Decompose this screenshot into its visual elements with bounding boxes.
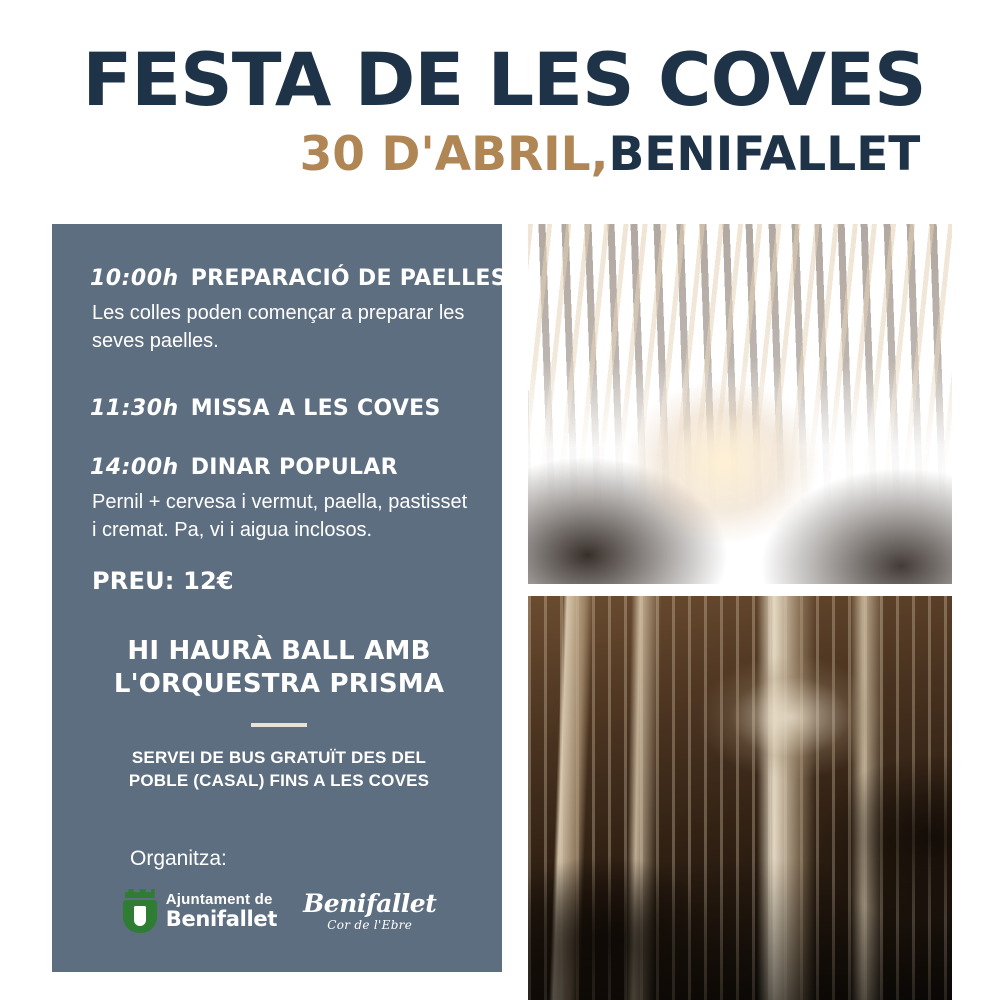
ajuntament-logo bbox=[122, 889, 277, 933]
schedule-item-head bbox=[90, 266, 507, 291]
shield-body-shape bbox=[123, 900, 157, 933]
schedule-description: Les colles poden començar a preparar les seves paelles. bbox=[92, 302, 465, 353]
cave-photo-bottom-image bbox=[528, 596, 952, 1000]
bus-notice-line-1: SERVEI DE BUS GRATUÏT DES DEL bbox=[131, 748, 427, 768]
highlight-line-1: HI HAURÀ BALL AMB bbox=[127, 635, 431, 666]
highlight-line-2: L'ORQUESTRA PRISMA bbox=[113, 668, 445, 699]
subtitle-place: BENIFALLET bbox=[608, 126, 921, 182]
page-title: FESTA DE LES COVES bbox=[82, 38, 926, 123]
schedule-description: Pernil + cervesa i vermut, paella, pastisset i cremat. Pa, vi i aigua inclosos. bbox=[92, 490, 468, 542]
schedule-time: 14:00h bbox=[90, 454, 179, 480]
crown-shape bbox=[125, 889, 155, 898]
ajuntament-line-2: Benifallet bbox=[165, 906, 278, 931]
schedule-item bbox=[90, 455, 468, 545]
poster-subtitle bbox=[0, 126, 1000, 182]
divider bbox=[251, 723, 307, 727]
organizer-label: Organitza: bbox=[130, 846, 227, 870]
organizer-logos bbox=[90, 889, 468, 933]
schedule-title: PREPARACIÓ DE PAELLES bbox=[190, 266, 507, 291]
price-label: PREU: 12€ bbox=[92, 566, 234, 595]
cave-photo-top bbox=[528, 224, 952, 584]
poster-header bbox=[0, 0, 1000, 182]
brand-tagline: Cor de l'Ebre bbox=[327, 917, 413, 932]
subtitle-date: 30 D'ABRIL, bbox=[299, 126, 609, 182]
schedule-time: 10:00h bbox=[90, 266, 179, 291]
ajuntament-line-1: Ajuntament de bbox=[165, 891, 273, 909]
schedule-panel bbox=[52, 224, 507, 972]
schedule-time: 11:30h bbox=[90, 395, 179, 421]
spacer bbox=[90, 429, 468, 455]
bus-notice bbox=[90, 747, 468, 793]
bus-notice-line-2: POBLE (CASAL) FINS A LES COVES bbox=[128, 771, 430, 791]
schedule-item-head bbox=[90, 455, 468, 480]
benifallet-brand-logo bbox=[303, 888, 437, 932]
shield-icon bbox=[122, 889, 158, 933]
brand-name: Benifallet bbox=[303, 888, 437, 918]
spacer bbox=[90, 378, 468, 396]
schedule-title: DINAR POPULAR bbox=[190, 454, 398, 480]
poster-body bbox=[0, 224, 1000, 1000]
ajuntament-logo-text bbox=[166, 892, 277, 930]
cave-photo-bottom bbox=[528, 596, 952, 1000]
schedule-title: MISSA A LES COVES bbox=[190, 395, 441, 421]
schedule-item bbox=[90, 266, 507, 356]
cave-photo-top-image bbox=[528, 224, 952, 584]
schedule-item-head bbox=[90, 396, 468, 421]
highlight-block bbox=[90, 635, 468, 702]
schedule-item bbox=[90, 396, 468, 421]
